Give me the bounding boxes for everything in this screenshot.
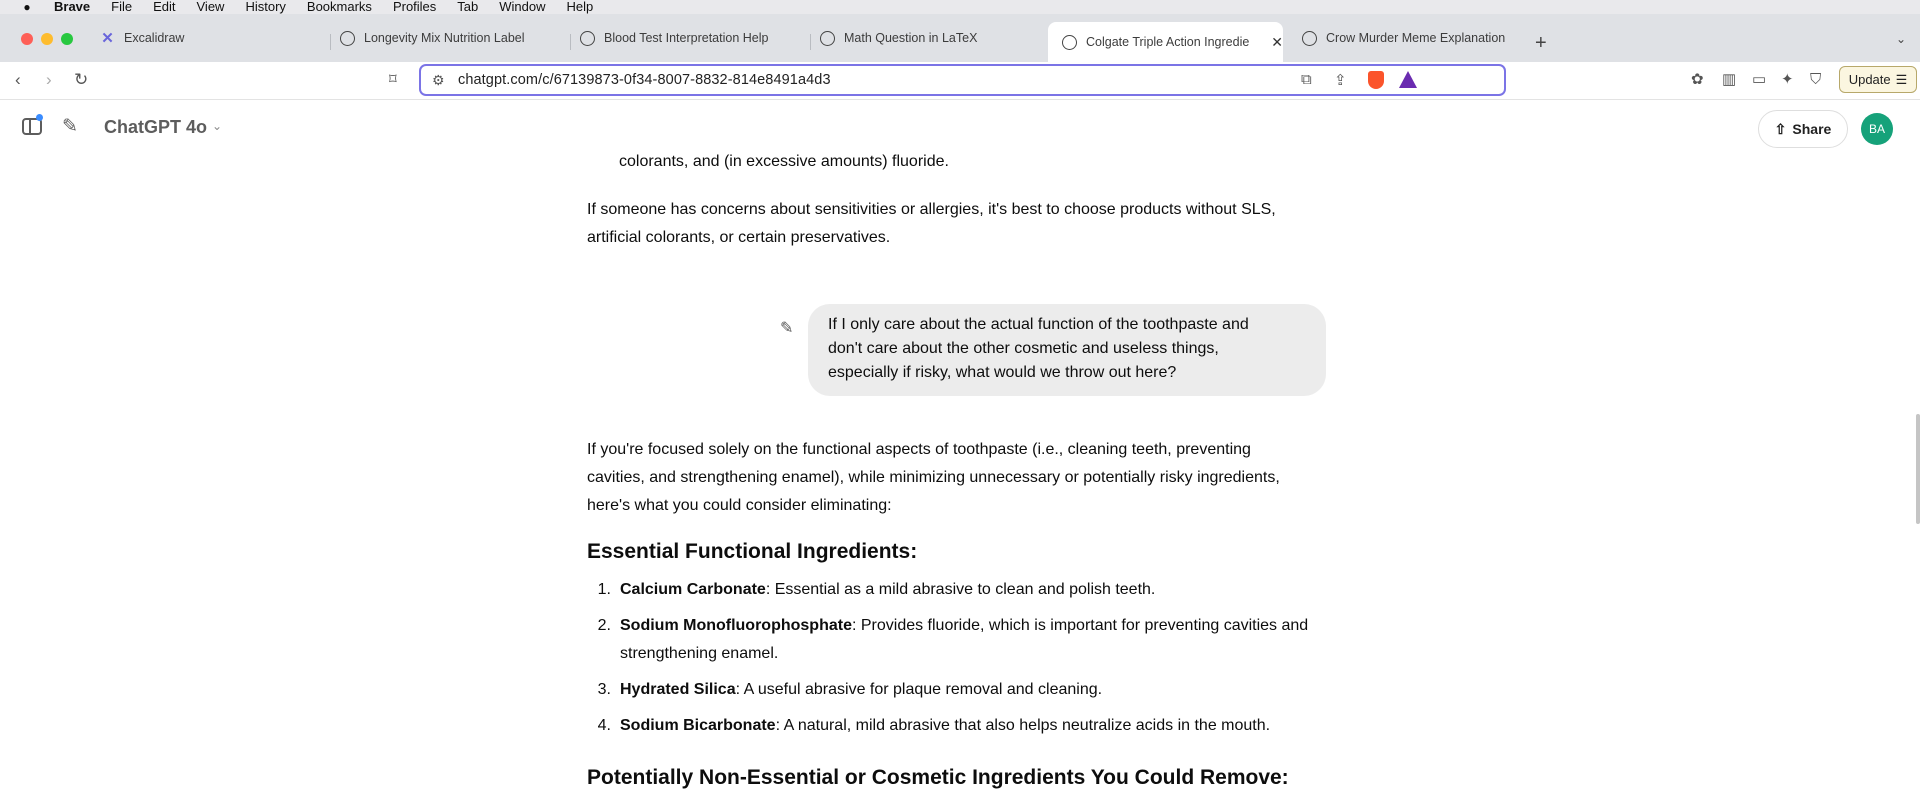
chevron-down-icon[interactable]: ⌄: [212, 119, 223, 133]
menu-window[interactable]: Window: [499, 0, 546, 14]
chatgpt-icon: [340, 31, 355, 46]
macos-menubar: [0, 0, 1920, 14]
tab-excalidraw[interactable]: [86, 22, 326, 54]
ingredient-desc: : A natural, mild abrasive that also helps neutralize acids in the mouth.: [775, 717, 1271, 734]
scrollbar-thumb[interactable]: [1916, 414, 1920, 524]
tab-label: Crow Murder Meme Explanation: [1326, 31, 1506, 45]
menu-app-brave[interactable]: Brave: [54, 0, 91, 14]
list-item: [587, 676, 1327, 704]
menu-bookmarks[interactable]: Bookmarks: [306, 0, 372, 14]
menu-profiles[interactable]: Profiles: [392, 0, 437, 14]
share-button[interactable]: [1758, 110, 1848, 148]
list-number: 3.: [597, 681, 611, 698]
chatgpt-icon: [580, 31, 595, 46]
list-number: 4.: [597, 717, 611, 734]
tab-strip: [0, 14, 1920, 62]
tab-colgate-active[interactable]: [1048, 22, 1283, 62]
menu-view[interactable]: View: [196, 0, 225, 14]
browser-toolbar: [0, 62, 1920, 100]
list-number: 2.: [597, 617, 611, 634]
list-item: [587, 712, 1327, 740]
wallet-icon[interactable]: ▭: [1752, 71, 1767, 88]
tab-blood-test[interactable]: [566, 22, 806, 54]
tab-label: Longevity Mix Nutrition Label: [364, 31, 525, 45]
share-page-icon[interactable]: ⇪: [1334, 72, 1347, 89]
chatgpt-icon: [820, 31, 835, 46]
user-message-bubble: [808, 304, 1326, 396]
site-settings-icon[interactable]: ⚙: [432, 72, 445, 88]
tab-math-latex[interactable]: [806, 22, 1046, 54]
notification-dot: [36, 114, 43, 121]
window-zoom-button[interactable]: [61, 33, 73, 45]
forward-icon[interactable]: ›: [46, 70, 52, 89]
menu-help[interactable]: Help: [566, 0, 594, 14]
share-icon: ⇧: [1774, 120, 1787, 137]
tab-crow-meme[interactable]: [1288, 22, 1528, 54]
url-text[interactable]: chatgpt.com/c/67139873-0f34-8007-8832-814e8491a4d3: [458, 72, 831, 88]
user-message-line: don't care about the other cosmetic and useless things,: [828, 340, 1219, 357]
reply-intro-line: here's what you could consider eliminating:: [587, 497, 892, 514]
user-message-line: especially if risky, what would we throw out here?: [828, 364, 1177, 381]
ingredient-desc-cont: strengthening enamel.: [620, 645, 779, 662]
chatgpt-icon: [1062, 35, 1077, 50]
brave-shields-icon[interactable]: [1368, 71, 1384, 89]
leo-ai-icon[interactable]: ✦: [1781, 71, 1794, 88]
list-number: 1.: [597, 581, 611, 598]
bookmark-icon[interactable]: ⌑: [389, 71, 397, 88]
extensions-icon[interactable]: ✿: [1691, 71, 1704, 88]
ingredient-name: Hydrated Silica: [620, 681, 736, 698]
ingredient-name: Sodium Bicarbonate: [620, 717, 776, 734]
previous-response-tail: colorants, and (in excessive amounts) fluoride.: [619, 153, 949, 170]
section-heading: Potentially Non-Essential or Cosmetic Ingredients You Could Remove:: [587, 766, 1289, 789]
previous-response-paragraph-line: If someone has concerns about sensitivities or allergies, it's best to choose products without SLS,: [587, 201, 1276, 218]
ingredient-desc: : Essential as a mild abrasive to clean and polish teeth.: [765, 581, 1156, 598]
model-selector[interactable]: ChatGPT 4o: [104, 117, 208, 137]
chatgpt-icon: [1302, 31, 1317, 46]
list-item: [587, 612, 1327, 668]
ingredient-desc: : A useful abrasive for plaque removal and cleaning.: [735, 681, 1103, 698]
menu-history[interactable]: History: [245, 0, 286, 14]
menu-tab[interactable]: Tab: [457, 0, 479, 14]
tab-label: Blood Test Interpretation Help: [604, 31, 769, 45]
ingredient-name: Sodium Monofluorophosphate: [620, 617, 852, 634]
open-link-icon[interactable]: ⧉: [1301, 71, 1312, 88]
window-close-button[interactable]: [21, 33, 33, 45]
address-bar[interactable]: [419, 64, 1506, 96]
ingredient-name: Calcium Carbonate: [620, 581, 766, 598]
ingredient-desc: : Provides fluoride, which is important for preventing cavities and: [851, 617, 1309, 634]
tab-label: Excalidraw: [124, 31, 185, 45]
new-tab-icon[interactable]: +: [1535, 32, 1547, 54]
close-tab-icon[interactable]: ✕: [1271, 33, 1283, 50]
menu-file[interactable]: File: [111, 0, 133, 14]
menu-edit[interactable]: Edit: [153, 0, 176, 14]
list-item: [587, 576, 1327, 604]
avatar[interactable]: BA: [1861, 113, 1893, 145]
vpn-icon[interactable]: ⛉: [1810, 71, 1822, 88]
excalidraw-icon: ✕: [101, 29, 114, 47]
update-button[interactable]: [1839, 66, 1917, 93]
user-message-line: If I only care about the actual function of the toothpaste and: [828, 316, 1249, 333]
tab-search-icon[interactable]: ⌄: [1896, 32, 1907, 46]
new-chat-icon[interactable]: ✎: [62, 116, 78, 137]
update-label: Update: [1848, 72, 1891, 87]
tab-label: Colgate Triple Action Ingredie: [1086, 35, 1250, 49]
apple-icon[interactable]: ●: [23, 0, 31, 14]
reply-intro-line: If you're focused solely on the functional aspects of toothpaste (i.e., cleaning teeth, preventing: [587, 441, 1251, 458]
sidebar-toggle-icon[interactable]: ▥: [1722, 71, 1737, 88]
section-heading: Essential Functional Ingredients:: [587, 540, 918, 563]
menu-icon: ☰: [1895, 71, 1908, 87]
tab-longevity-mix[interactable]: [326, 22, 566, 54]
brave-rewards-icon[interactable]: [1399, 71, 1417, 88]
previous-response-paragraph-line: artificial colorants, or certain preservatives.: [587, 229, 891, 246]
tab-label: Math Question in LaTeX: [844, 31, 978, 45]
share-label: Share: [1792, 121, 1832, 137]
reload-icon[interactable]: ↻: [74, 70, 89, 89]
window-minimize-button[interactable]: [41, 33, 53, 45]
reply-intro-line: cavities, and strengthening enamel), while minimizing unnecessary or potentially risky ingredients,: [587, 469, 1280, 486]
edit-message-icon[interactable]: ✎: [780, 320, 794, 337]
conversation-area: [0, 153, 1920, 789]
back-icon[interactable]: ‹: [15, 70, 21, 89]
